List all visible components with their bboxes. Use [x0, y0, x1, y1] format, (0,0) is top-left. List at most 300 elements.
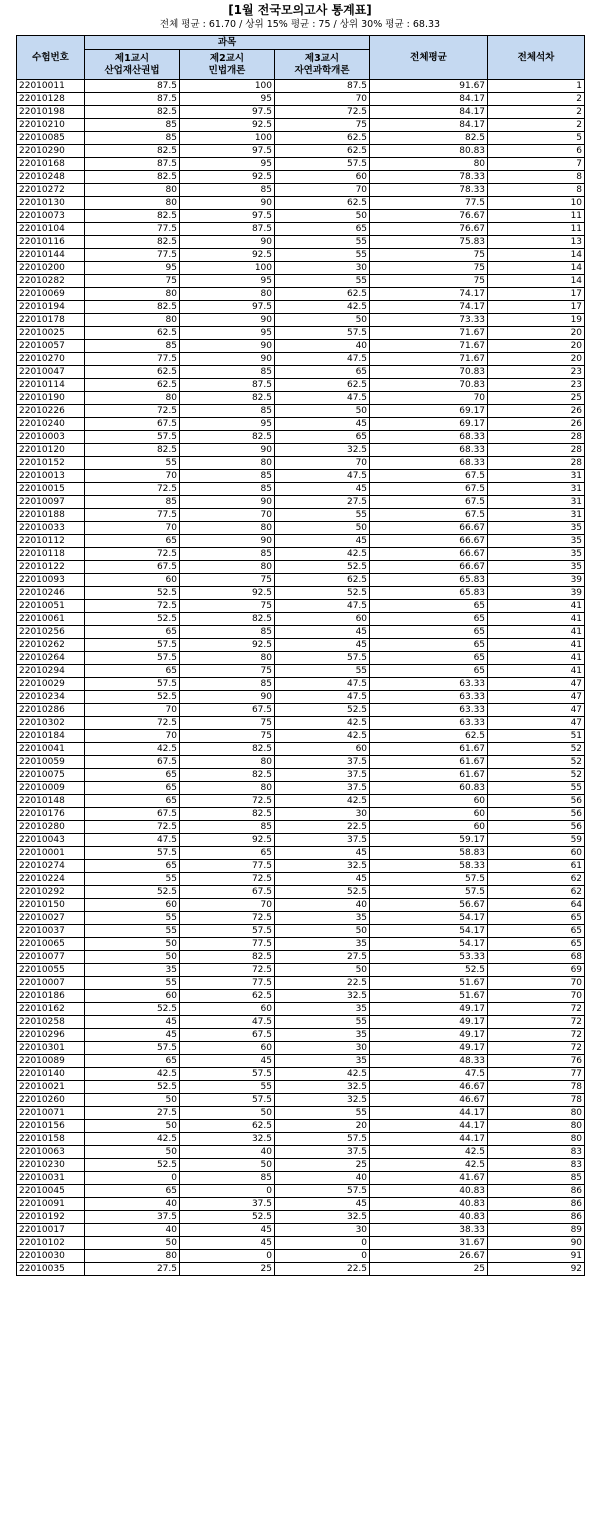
subject-3-score-cell: 50 [275, 925, 370, 938]
overall-average-cell: 80.83 [370, 145, 488, 158]
subject-3-score-cell: 42.5 [275, 548, 370, 561]
overall-average-cell: 53.33 [370, 951, 488, 964]
subject-1-score-cell: 55 [85, 912, 180, 925]
header-subject-2 [180, 50, 275, 80]
overall-rank-cell: 41 [488, 665, 585, 678]
subject-2-score-cell: 90 [180, 691, 275, 704]
table-row [17, 236, 585, 249]
subject-3-score-cell: 32.5 [275, 860, 370, 873]
overall-rank-cell: 8 [488, 171, 585, 184]
overall-average-cell: 65 [370, 600, 488, 613]
subject-1-score-cell: 40 [85, 1224, 180, 1237]
overall-rank-cell: 11 [488, 223, 585, 236]
subject-3-score-cell: 50 [275, 522, 370, 535]
overall-average-cell: 76.67 [370, 210, 488, 223]
subject-3-score-cell: 57.5 [275, 158, 370, 171]
overall-average-cell: 52.5 [370, 964, 488, 977]
subject-3-score-cell: 52.5 [275, 886, 370, 899]
table-row [17, 184, 585, 197]
table-row [17, 587, 585, 600]
subject-2-score-cell: 85 [180, 626, 275, 639]
table-row [17, 158, 585, 171]
subject-2-score-cell: 67.5 [180, 886, 275, 899]
exam-number-cell: 22010280 [17, 821, 85, 834]
subject-1-score-cell: 85 [85, 496, 180, 509]
overall-rank-cell: 86 [488, 1211, 585, 1224]
table-row [17, 548, 585, 561]
subject-2-score-cell: 77.5 [180, 860, 275, 873]
exam-number-cell: 22010025 [17, 327, 85, 340]
subject-3-score-cell: 62.5 [275, 574, 370, 587]
exam-number-cell: 22010029 [17, 678, 85, 691]
subject-3-score-cell: 70 [275, 457, 370, 470]
header-overall-average: 전체평균 [370, 36, 488, 80]
exam-number-cell: 22010073 [17, 210, 85, 223]
subject-1-score-cell: 40 [85, 1198, 180, 1211]
overall-average-cell: 91.67 [370, 80, 488, 93]
overall-average-cell: 57.5 [370, 873, 488, 886]
exam-number-cell: 22010224 [17, 873, 85, 886]
subject-3-score-cell: 45 [275, 1198, 370, 1211]
exam-number-cell: 22010041 [17, 743, 85, 756]
subject-1-score-cell: 70 [85, 470, 180, 483]
table-header [17, 36, 585, 80]
subject-1-score-cell: 65 [85, 665, 180, 678]
subject-2-score-cell: 85 [180, 184, 275, 197]
subject-3-score-cell: 47.5 [275, 353, 370, 366]
overall-rank-cell: 52 [488, 743, 585, 756]
subject-1-score-cell: 50 [85, 938, 180, 951]
exam-number-cell: 22010051 [17, 600, 85, 613]
subject-3-score-cell: 47.5 [275, 392, 370, 405]
exam-number-cell: 22010104 [17, 223, 85, 236]
overall-rank-cell: 91 [488, 1250, 585, 1263]
table-row [17, 1237, 585, 1250]
exam-number-cell: 22010122 [17, 561, 85, 574]
exam-number-cell: 22010148 [17, 795, 85, 808]
subject-2-score-cell: 82.5 [180, 808, 275, 821]
subject-3-score-cell: 37.5 [275, 1146, 370, 1159]
subject-1-score-cell: 80 [85, 392, 180, 405]
table-row [17, 743, 585, 756]
subject-3-score-cell: 35 [275, 912, 370, 925]
subject-1-score-cell: 35 [85, 964, 180, 977]
overall-average-cell: 67.5 [370, 496, 488, 509]
table-row [17, 574, 585, 587]
overall-average-cell: 70.83 [370, 379, 488, 392]
exam-number-cell: 22010059 [17, 756, 85, 769]
subject-2-score-cell: 92.5 [180, 639, 275, 652]
exam-number-cell: 22010156 [17, 1120, 85, 1133]
subject-2-score-cell: 95 [180, 158, 275, 171]
subject-1-score-cell: 85 [85, 340, 180, 353]
overall-rank-cell: 1 [488, 80, 585, 93]
overall-average-cell: 67.5 [370, 509, 488, 522]
exam-number-cell: 22010003 [17, 431, 85, 444]
subject-2-score-cell: 92.5 [180, 587, 275, 600]
exam-number-cell: 22010045 [17, 1185, 85, 1198]
subject-3-score-cell: 55 [275, 236, 370, 249]
overall-rank-cell: 28 [488, 444, 585, 457]
subject-1-score-cell: 55 [85, 457, 180, 470]
subject-2-score-cell: 75 [180, 600, 275, 613]
header-subject-2-period: 제2교시 [209, 52, 245, 64]
subject-2-score-cell: 80 [180, 756, 275, 769]
subject-1-score-cell: 57.5 [85, 1042, 180, 1055]
overall-rank-cell: 39 [488, 574, 585, 587]
table-row [17, 834, 585, 847]
overall-average-cell: 46.67 [370, 1081, 488, 1094]
overall-rank-cell: 35 [488, 535, 585, 548]
table-row [17, 1211, 585, 1224]
overall-rank-cell: 52 [488, 769, 585, 782]
table-row [17, 990, 585, 1003]
subject-3-score-cell: 87.5 [275, 80, 370, 93]
table-row [17, 535, 585, 548]
exam-number-cell: 22010198 [17, 106, 85, 119]
exam-number-cell: 22010176 [17, 808, 85, 821]
exam-number-cell: 22010001 [17, 847, 85, 860]
exam-number-cell: 22010246 [17, 587, 85, 600]
overall-average-cell: 66.67 [370, 561, 488, 574]
subject-1-score-cell: 72.5 [85, 600, 180, 613]
subject-2-score-cell: 92.5 [180, 171, 275, 184]
subject-3-score-cell: 70 [275, 184, 370, 197]
subject-1-score-cell: 57.5 [85, 652, 180, 665]
subject-1-score-cell: 50 [85, 1094, 180, 1107]
table-row [17, 951, 585, 964]
subject-2-score-cell: 80 [180, 457, 275, 470]
subject-1-score-cell: 60 [85, 990, 180, 1003]
subject-3-score-cell: 57.5 [275, 1133, 370, 1146]
table-row [17, 132, 585, 145]
header-subject-3 [275, 50, 370, 80]
subject-2-score-cell: 57.5 [180, 925, 275, 938]
overall-average-cell: 40.83 [370, 1211, 488, 1224]
subject-2-score-cell: 77.5 [180, 938, 275, 951]
subject-3-score-cell: 47.5 [275, 691, 370, 704]
overall-rank-cell: 83 [488, 1146, 585, 1159]
exam-number-cell: 22010037 [17, 925, 85, 938]
subject-1-score-cell: 50 [85, 951, 180, 964]
table-row [17, 730, 585, 743]
table-row [17, 119, 585, 132]
table-row [17, 288, 585, 301]
overall-average-cell: 49.17 [370, 1042, 488, 1055]
exam-number-cell: 22010144 [17, 249, 85, 262]
subject-1-score-cell: 37.5 [85, 1211, 180, 1224]
subject-1-score-cell: 80 [85, 184, 180, 197]
subject-1-score-cell: 52.5 [85, 691, 180, 704]
subject-1-score-cell: 52.5 [85, 587, 180, 600]
subject-3-score-cell: 40 [275, 1172, 370, 1185]
subject-2-score-cell: 50 [180, 1159, 275, 1172]
overall-rank-cell: 14 [488, 275, 585, 288]
table-row [17, 171, 585, 184]
overall-rank-cell: 83 [488, 1159, 585, 1172]
table-row [17, 80, 585, 93]
table-row [17, 93, 585, 106]
subject-3-score-cell: 62.5 [275, 145, 370, 158]
exam-number-cell: 22010130 [17, 197, 85, 210]
table-body [17, 80, 585, 1276]
overall-rank-cell: 20 [488, 327, 585, 340]
subject-3-score-cell: 62.5 [275, 132, 370, 145]
overall-average-cell: 70.83 [370, 366, 488, 379]
subject-1-score-cell: 42.5 [85, 743, 180, 756]
exam-number-cell: 22010258 [17, 1016, 85, 1029]
overall-average-cell: 71.67 [370, 340, 488, 353]
subject-2-score-cell: 62.5 [180, 1120, 275, 1133]
overall-rank-cell: 65 [488, 925, 585, 938]
subject-1-score-cell: 60 [85, 899, 180, 912]
table-row [17, 626, 585, 639]
subject-2-score-cell: 55 [180, 1081, 275, 1094]
overall-rank-cell: 2 [488, 106, 585, 119]
subject-1-score-cell: 87.5 [85, 80, 180, 93]
subject-1-score-cell: 52.5 [85, 613, 180, 626]
exam-number-cell: 22010150 [17, 899, 85, 912]
table-row [17, 912, 585, 925]
exam-number-cell: 22010290 [17, 145, 85, 158]
overall-average-cell: 74.17 [370, 301, 488, 314]
subject-2-score-cell: 100 [180, 262, 275, 275]
overall-rank-cell: 23 [488, 379, 585, 392]
subject-1-score-cell: 52.5 [85, 1159, 180, 1172]
overall-average-cell: 57.5 [370, 886, 488, 899]
table-row [17, 600, 585, 613]
overall-rank-cell: 31 [488, 496, 585, 509]
overall-rank-cell: 92 [488, 1263, 585, 1276]
overall-average-cell: 54.17 [370, 912, 488, 925]
header-subject-1-period: 제1교시 [114, 52, 150, 64]
overall-rank-cell: 19 [488, 314, 585, 327]
overall-average-cell: 54.17 [370, 938, 488, 951]
exam-number-cell: 22010035 [17, 1263, 85, 1276]
subject-3-score-cell: 45 [275, 483, 370, 496]
subject-3-score-cell: 65 [275, 431, 370, 444]
subject-1-score-cell: 50 [85, 1120, 180, 1133]
subject-2-score-cell: 77.5 [180, 977, 275, 990]
overall-average-cell: 63.33 [370, 717, 488, 730]
subject-3-score-cell: 75 [275, 119, 370, 132]
subject-1-score-cell: 80 [85, 288, 180, 301]
table-row [17, 1198, 585, 1211]
subject-1-score-cell: 77.5 [85, 223, 180, 236]
sheet-subtitle: 전체 평균 : 61.70 / 상위 15% 평균 : 75 / 상위 30% 평균 : 68.33 [159, 19, 441, 30]
subject-1-score-cell: 57.5 [85, 431, 180, 444]
subject-3-score-cell: 52.5 [275, 561, 370, 574]
subject-1-score-cell: 52.5 [85, 1003, 180, 1016]
subject-2-score-cell: 75 [180, 730, 275, 743]
subject-3-score-cell: 37.5 [275, 769, 370, 782]
table-row [17, 210, 585, 223]
subject-3-score-cell: 60 [275, 171, 370, 184]
subject-3-score-cell: 65 [275, 366, 370, 379]
subject-3-score-cell: 40 [275, 899, 370, 912]
overall-rank-cell: 70 [488, 990, 585, 1003]
overall-rank-cell: 60 [488, 847, 585, 860]
table-row [17, 1094, 585, 1107]
subject-1-score-cell: 70 [85, 522, 180, 535]
overall-rank-cell: 17 [488, 301, 585, 314]
overall-rank-cell: 85 [488, 1172, 585, 1185]
subject-1-score-cell: 65 [85, 626, 180, 639]
subject-3-score-cell: 45 [275, 535, 370, 548]
exam-number-cell: 22010260 [17, 1094, 85, 1107]
table-row [17, 314, 585, 327]
overall-rank-cell: 26 [488, 405, 585, 418]
subject-3-score-cell: 42.5 [275, 717, 370, 730]
subject-2-score-cell: 87.5 [180, 223, 275, 236]
overall-rank-cell: 61 [488, 860, 585, 873]
subject-3-score-cell: 47.5 [275, 600, 370, 613]
subject-1-score-cell: 67.5 [85, 756, 180, 769]
overall-rank-cell: 28 [488, 431, 585, 444]
table-row [17, 1159, 585, 1172]
exam-number-cell: 22010112 [17, 535, 85, 548]
table-row [17, 1029, 585, 1042]
subject-3-score-cell: 37.5 [275, 782, 370, 795]
subject-3-score-cell: 50 [275, 405, 370, 418]
table-row [17, 392, 585, 405]
exam-number-cell: 22010256 [17, 626, 85, 639]
exam-number-cell: 22010240 [17, 418, 85, 431]
subject-2-score-cell: 72.5 [180, 964, 275, 977]
overall-rank-cell: 20 [488, 353, 585, 366]
table-row [17, 197, 585, 210]
exam-number-cell: 22010128 [17, 93, 85, 106]
table-row [17, 808, 585, 821]
subject-3-score-cell: 35 [275, 1055, 370, 1068]
overall-average-cell: 75 [370, 262, 488, 275]
table-row [17, 1016, 585, 1029]
overall-average-cell: 41.67 [370, 1172, 488, 1185]
table-row [17, 483, 585, 496]
overall-rank-cell: 39 [488, 587, 585, 600]
overall-rank-cell: 86 [488, 1198, 585, 1211]
subject-1-score-cell: 42.5 [85, 1068, 180, 1081]
subject-3-score-cell: 57.5 [275, 327, 370, 340]
exam-number-cell: 22010282 [17, 275, 85, 288]
overall-average-cell: 80 [370, 158, 488, 171]
exam-number-cell: 22010015 [17, 483, 85, 496]
overall-rank-cell: 41 [488, 600, 585, 613]
subject-1-score-cell: 85 [85, 119, 180, 132]
subject-2-score-cell: 25 [180, 1263, 275, 1276]
subject-1-score-cell: 62.5 [85, 327, 180, 340]
overall-rank-cell: 80 [488, 1107, 585, 1120]
exam-number-cell: 22010152 [17, 457, 85, 470]
overall-rank-cell: 78 [488, 1081, 585, 1094]
subject-2-score-cell: 85 [180, 821, 275, 834]
subject-1-score-cell: 87.5 [85, 158, 180, 171]
exam-number-cell: 22010047 [17, 366, 85, 379]
subject-3-score-cell: 70 [275, 93, 370, 106]
exam-number-cell: 22010061 [17, 613, 85, 626]
table-row [17, 379, 585, 392]
subject-2-score-cell: 60 [180, 1003, 275, 1016]
subject-2-score-cell: 82.5 [180, 769, 275, 782]
subject-1-score-cell: 27.5 [85, 1107, 180, 1120]
subject-2-score-cell: 92.5 [180, 834, 275, 847]
subject-2-score-cell: 95 [180, 418, 275, 431]
subject-1-score-cell: 0 [85, 1172, 180, 1185]
overall-rank-cell: 65 [488, 912, 585, 925]
subject-3-score-cell: 45 [275, 639, 370, 652]
subject-2-score-cell: 82.5 [180, 951, 275, 964]
subject-2-score-cell: 70 [180, 509, 275, 522]
subject-1-score-cell: 82.5 [85, 106, 180, 119]
table-row [17, 405, 585, 418]
subject-3-score-cell: 30 [275, 808, 370, 821]
exam-number-cell: 22010011 [17, 80, 85, 93]
exam-number-cell: 22010190 [17, 392, 85, 405]
subject-2-score-cell: 75 [180, 665, 275, 678]
subject-2-score-cell: 90 [180, 236, 275, 249]
subject-1-score-cell: 52.5 [85, 886, 180, 899]
subject-2-score-cell: 47.5 [180, 1016, 275, 1029]
subject-3-score-cell: 55 [275, 1016, 370, 1029]
subject-2-score-cell: 80 [180, 782, 275, 795]
subject-2-score-cell: 92.5 [180, 119, 275, 132]
table-row [17, 977, 585, 990]
exam-number-cell: 22010021 [17, 1081, 85, 1094]
subject-2-score-cell: 80 [180, 652, 275, 665]
subject-1-score-cell: 65 [85, 782, 180, 795]
overall-average-cell: 84.17 [370, 93, 488, 106]
subject-1-score-cell: 82.5 [85, 171, 180, 184]
overall-rank-cell: 86 [488, 1185, 585, 1198]
overall-average-cell: 75 [370, 249, 488, 262]
table-row [17, 925, 585, 938]
overall-average-cell: 49.17 [370, 1016, 488, 1029]
overall-rank-cell: 77 [488, 1068, 585, 1081]
subject-2-score-cell: 87.5 [180, 379, 275, 392]
overall-average-cell: 71.67 [370, 353, 488, 366]
subject-2-score-cell: 85 [180, 483, 275, 496]
subject-1-score-cell: 62.5 [85, 379, 180, 392]
exam-number-cell: 22010200 [17, 262, 85, 275]
table-row [17, 1250, 585, 1263]
subject-2-score-cell: 45 [180, 1237, 275, 1250]
header-subject-1-name: 산업재산권법 [104, 64, 160, 76]
exam-number-cell: 22010178 [17, 314, 85, 327]
subject-2-score-cell: 65 [180, 847, 275, 860]
exam-number-cell: 22010194 [17, 301, 85, 314]
overall-average-cell: 65 [370, 613, 488, 626]
subject-2-score-cell: 97.5 [180, 106, 275, 119]
subject-3-score-cell: 42.5 [275, 730, 370, 743]
subject-3-score-cell: 62.5 [275, 379, 370, 392]
subject-1-score-cell: 70 [85, 730, 180, 743]
subject-1-score-cell: 55 [85, 977, 180, 990]
subject-2-score-cell: 100 [180, 132, 275, 145]
subject-2-score-cell: 32.5 [180, 1133, 275, 1146]
subject-1-score-cell: 42.5 [85, 1133, 180, 1146]
exam-number-cell: 22010069 [17, 288, 85, 301]
subject-2-score-cell: 80 [180, 288, 275, 301]
overall-rank-cell: 14 [488, 249, 585, 262]
exam-number-cell: 22010192 [17, 1211, 85, 1224]
exam-number-cell: 22010272 [17, 184, 85, 197]
overall-average-cell: 44.17 [370, 1107, 488, 1120]
exam-number-cell: 22010296 [17, 1029, 85, 1042]
table-row [17, 223, 585, 236]
table-row [17, 938, 585, 951]
subject-1-score-cell: 85 [85, 132, 180, 145]
overall-average-cell: 62.5 [370, 730, 488, 743]
